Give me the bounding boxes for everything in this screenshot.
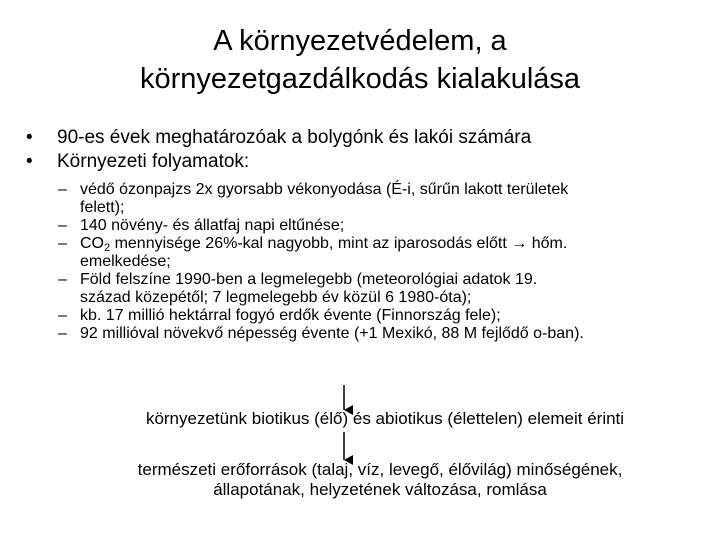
sub-item-line: emelkedése; — [80, 253, 171, 270]
co2-subscript: 2 — [104, 242, 111, 254]
right-arrow-icon: → — [511, 235, 528, 252]
co2-after-text: hőm. — [527, 235, 568, 252]
co2-rest-text: mennyisége 26%-kal nagyobb, mint az iparosodás előtt — [110, 235, 512, 252]
sub-item-line: kb. 17 millió hektárral fogyó erdők évente (Finnország fele); — [80, 307, 501, 324]
dash-marker: – — [58, 271, 67, 288]
bullet-text: Környezeti folyamatok: — [57, 151, 250, 172]
sub-item-line: 92 millióval növekvő népesség évente (+1 Mexikó, 88 M fejlődő o-ban). — [80, 325, 584, 342]
conclusion-line: állapotának, helyzetének változása, romlása — [213, 480, 547, 499]
sub-item-line: Föld felszíne 1990-ben a legmelegebb (meteorológiai adatok 19. — [80, 271, 538, 288]
dash-marker: – — [58, 217, 67, 234]
dash-marker: – — [58, 181, 67, 198]
conclusion-affected-elements: környezetünk biotikus (élő) és abiotikus (élettelen) elemeit érinti — [145, 409, 625, 428]
sub-item-line: felett); — [80, 199, 125, 216]
sub-item-line: védő ózonpajzs 2x gyorsabb vékonyodása (É-i, sűrűn lakott területek — [80, 181, 569, 198]
bullet-marker: • — [26, 151, 33, 172]
bullet-marker: • — [26, 127, 33, 148]
bullet-text: 90-es évek meghatározóak a bolygónk és lakói számára — [57, 127, 532, 148]
sub-item-line: 140 növény- és állatfaj napi eltűnése; — [80, 217, 345, 234]
title-line-2: környezetgazdálkodás kialakulása — [139, 63, 581, 95]
dash-marker: – — [58, 307, 67, 324]
dash-marker: – — [58, 235, 67, 252]
title-line-1: A környezetvédelem, a — [213, 25, 507, 57]
conclusion-line: természeti erőforrások (talaj, víz, levegő, élővilág) minőségének, — [137, 460, 623, 479]
co2-text: CO — [80, 235, 104, 252]
conclusion-resources — [80, 460, 680, 500]
dash-marker: – — [58, 325, 67, 342]
sub-item-line: század közepétől; 7 legmelegebb év közül 6 1980-óta); — [80, 289, 472, 306]
